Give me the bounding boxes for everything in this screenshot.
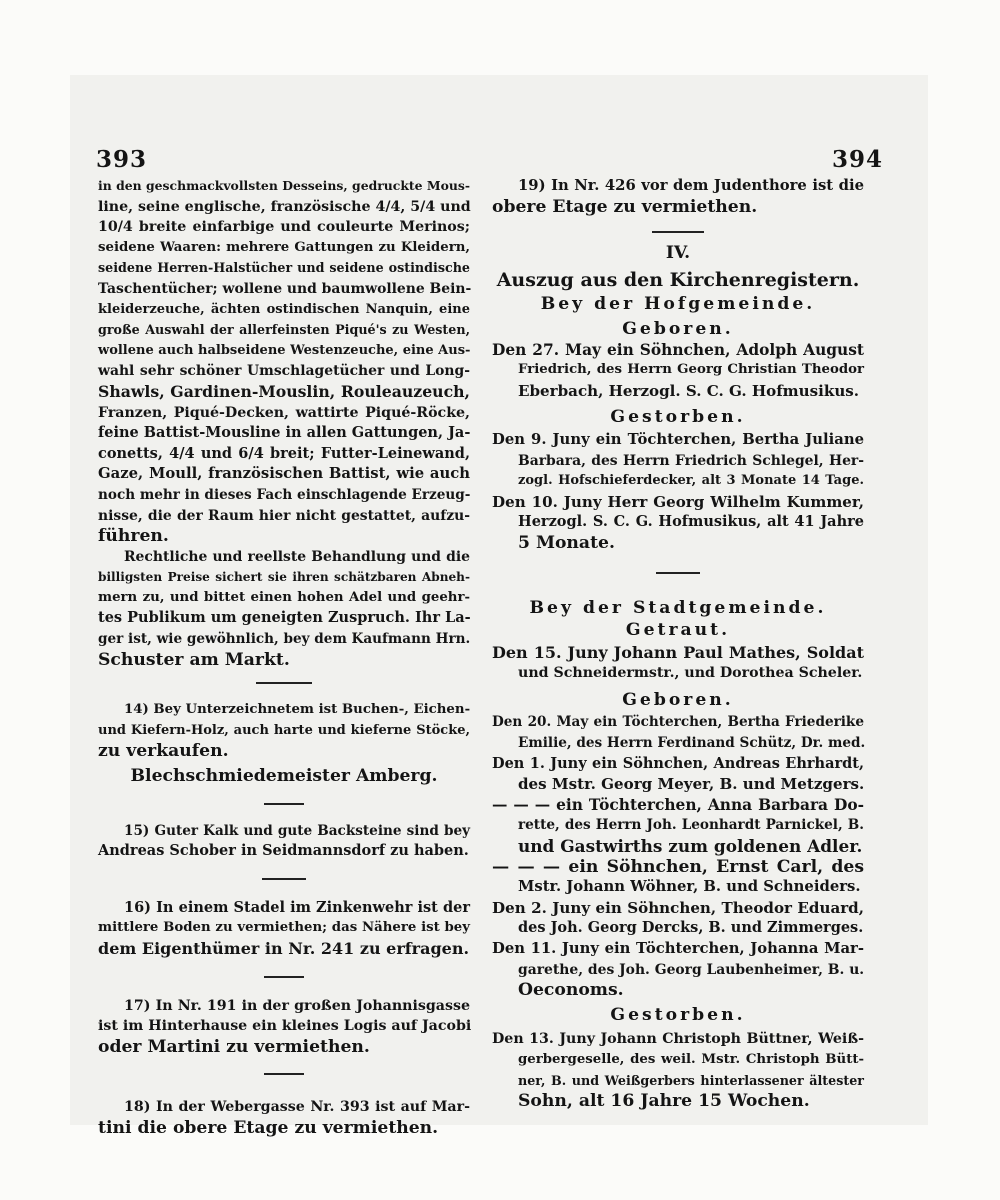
text-line: führen. (98, 526, 169, 547)
text-line: Eberbach, Herzogl. S. C. G. Hofmusikus. (518, 381, 860, 400)
text-line: noch mehr in dieses Fach einschlagende Erzeug- (98, 486, 471, 503)
text-line: seidene Herren-Halstücher und seidene ostindische (98, 260, 470, 276)
text-line: in den geschmackvollsten Desseins, gedruckte Mous- (98, 178, 470, 193)
right-page-number: 394 (832, 146, 884, 173)
section-title: Auszug aus den Kirchenregistern. (496, 268, 860, 291)
text-line: Den 27. May ein Söhnchen, Adolph August (492, 340, 864, 359)
text-line: Den 10. Juny Herr Georg Wilhelm Kummer, (492, 492, 864, 511)
text-line: wahl sehr schöner Umschlagetücher und Long- (98, 363, 470, 380)
text-line: Gaze, Moull, französischen Battist, wie auch (98, 465, 470, 483)
notice-18 (98, 1097, 470, 1138)
text-line: ist im Hinterhause ein kleines Logis auf Jacobi (98, 1018, 472, 1035)
court-deaths-list (492, 430, 864, 554)
text-line: billigsten Preise sichert sie ihren schätzbaren Abneh- (98, 570, 470, 585)
text-line: wollene auch halbseidene Westenzeuche, eine Aus- (98, 342, 471, 358)
text-line: Den 9. Juny ein Töchterchen, Bertha Juliane (492, 430, 864, 448)
text-line: — — — ein Töchterchen, Anna Barbara Do- (492, 795, 864, 814)
text-line: garethe, des Joh. Georg Laubenheimer, B. u. (518, 961, 865, 978)
text-line: mittlere Boden zu vermiethen; das Nähere ist bey (98, 920, 470, 936)
heading-marriages: Getraut. (625, 620, 731, 641)
text-line: Sohn, alt 16 Jahre 15 Wochen. (518, 1091, 810, 1112)
text-line: Shawls, Gardinen-Mouslin, Rouleauzeuch, (98, 381, 470, 401)
heading-births: Geboren. (622, 318, 734, 339)
text-line: des Joh. Georg Dercks, B. und Zimmerges. (518, 919, 864, 937)
text-line: seidene Waaren: mehrere Gattungen zu Kleidern, (98, 239, 470, 255)
right-column (492, 176, 864, 1112)
left-column (98, 176, 470, 1139)
text-line: Den 11. Juny ein Töchterchen, Johanna Mar- (492, 940, 864, 957)
text-line: Taschentücher; wollene und baumwollene Bein- (98, 280, 472, 297)
text-line: große Auswahl der allerfeinsten Piqué's zu Westen, (98, 322, 470, 338)
text-line: Emilie, des Herrn Ferdinand Schütz, Dr. med. (518, 735, 866, 752)
subsection-heading-court: Bey der Hofgemeinde. (540, 294, 816, 315)
advertisement-textiles (98, 176, 470, 547)
text-line: Den 1. Juny ein Söhnchen, Andreas Ehrhardt, (492, 754, 864, 772)
text-line: Andreas Schober in Seidmannsdorf zu haben. (98, 842, 469, 860)
text-line: Herzogl. S. C. G. Hofmusikus, alt 41 Jahre (518, 513, 864, 531)
text-line: tes Publikum um geneigten Zuspruch. Ihr La- (98, 609, 471, 627)
text-line: tini die obere Etage zu vermiethen. (98, 1117, 439, 1138)
text-line: dem Eigenthümer in Nr. 241 zu erfragen. (98, 939, 470, 958)
city-deaths-list (492, 1029, 864, 1111)
heading-births: Geboren. (622, 689, 734, 710)
text-line: 18) In der Webergasse Nr. 393 ist auf Mar- (124, 1099, 470, 1116)
advertisement-closing (98, 547, 470, 671)
section-number: IV. (665, 243, 691, 264)
text-line: Schuster am Markt. (98, 649, 290, 670)
text-line: line, seine englische, französische 4/4, 5/4 und (98, 198, 471, 215)
text-line: und Kiefern-Holz, auch harte und kieferne Stöcke, (98, 722, 470, 738)
text-line: oder Martini zu vermiethen. (98, 1036, 370, 1057)
text-line: und Schneidermstr., und Dorothea Scheler. (518, 665, 863, 682)
text-line: Barbara, des Herrn Friedrich Schlegel, Her- (518, 452, 864, 469)
text-line: zogl. Hofschieferdecker, alt 3 Monate 14 Tage. (518, 473, 864, 489)
notice-19 (492, 176, 864, 217)
text-line: 17) In Nr. 191 in der großen Johannisgasse (124, 997, 470, 1014)
heading-deaths: Gestorben. (610, 1004, 746, 1025)
text-line: Den 20. May ein Töchterchen, Bertha Friederike (492, 714, 864, 731)
text-line: Mstr. Johann Wöhner, B. und Schneiders. (518, 878, 861, 896)
text-line: 5 Monate. (518, 532, 615, 553)
text-line: nisse, die der Raum hier nicht gestattet, aufzu- (98, 507, 470, 524)
text-line: 10/4 breite einfarbige und couleurte Merinos; (98, 219, 470, 236)
text-line: ner, B. und Weißgerbers hinterlassener ältester (518, 1072, 864, 1088)
text-line: Den 13. Juny Johann Christoph Büttner, Weiß- (492, 1031, 864, 1048)
text-line: zu verkaufen. (98, 741, 229, 762)
text-line: ger ist, wie gewöhnlich, bey dem Kaufmann Hrn. (98, 631, 471, 648)
heading-deaths: Gestorben. (610, 407, 746, 428)
text-line: Franzen, Piqué-Decken, wattirte Piqué-Röcke, (98, 404, 470, 421)
text-line: obere Etage zu vermiethen. (492, 196, 758, 217)
notice-17 (98, 996, 470, 1058)
city-births-list (492, 712, 864, 1000)
notice-15 (98, 821, 470, 862)
text-line: Rechtliche und reellste Behandlung und die (124, 548, 470, 565)
city-marriages-list (492, 643, 864, 684)
court-births-list (492, 340, 864, 402)
text-line: kleiderzeuche, ächten ostindischen Nanquin, eine (98, 301, 470, 317)
notice-16 (98, 898, 470, 960)
notice-signature: Blechschmiedemeister Amberg. (130, 766, 438, 787)
text-line: und Gastwirths zum goldenen Adler. (518, 836, 863, 857)
text-line: des Mstr. Georg Meyer, B. und Metzgers. (518, 775, 865, 794)
left-page-number: 393 (96, 146, 148, 173)
text-line: 16) In einem Stadel im Zinkenwehr ist der (124, 898, 470, 916)
text-line: mern zu, und bittet einen hohen Adel und geehr- (98, 589, 470, 605)
notice-14 (98, 700, 470, 786)
text-line: rette, des Herrn Joh. Leonhardt Parnickel, B. (518, 817, 864, 834)
text-line: conetts, 4/4 und 6/4 breit; Futter-Leinewand, (98, 444, 470, 462)
text-line: Den 15. Juny Johann Paul Mathes, Soldat (492, 642, 864, 662)
text-line: feine Battist-Mousline in allen Gattungen, Ja- (98, 424, 471, 442)
text-line: Friedrich, des Herrn Georg Christian Theodor (518, 362, 864, 378)
text-line: Oeconoms. (518, 980, 624, 1001)
text-line: 15) Guter Kalk und gute Backsteine sind bey (124, 822, 470, 839)
text-line: gerbergeselle, des weil. Mstr. Christoph Bütt- (518, 1051, 864, 1067)
text-line: 14) Bey Unterzeichnetem ist Buchen-, Eichen- (124, 702, 471, 718)
text-line: Den 2. Juny ein Söhnchen, Theodor Eduard, (492, 898, 864, 917)
text-line: 19) In Nr. 426 vor dem Judenthore ist die (518, 177, 864, 194)
text-line: — — — ein Söhnchen, Ernst Carl, des (492, 856, 864, 877)
subsection-heading-city: Bey der Stadtgemeinde. (529, 597, 827, 618)
